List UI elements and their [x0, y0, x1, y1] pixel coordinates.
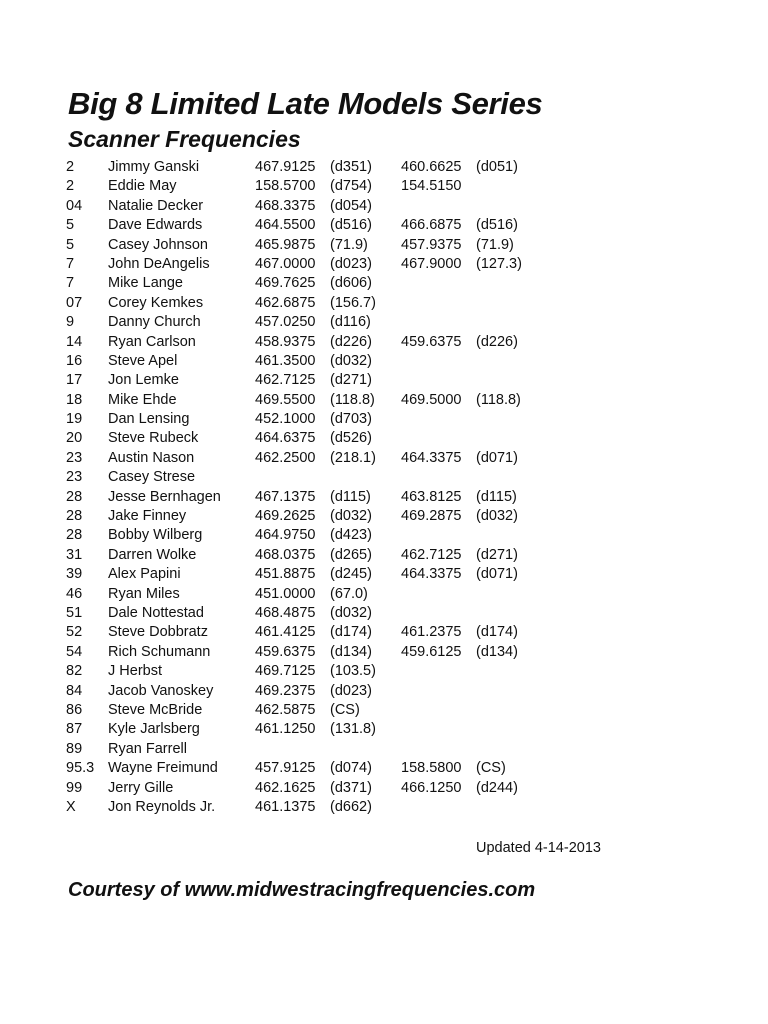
frequency-1: 469.2625 [255, 508, 316, 525]
car-number: 87 [66, 721, 83, 738]
car-number: 04 [66, 197, 83, 214]
frequency-1: 461.1250 [255, 721, 316, 738]
courtesy-line: Courtesy of www.midwestracingfrequencies.com [68, 879, 536, 901]
tone-2: (d244) [476, 779, 518, 796]
driver-name: Steve McBride [108, 701, 203, 718]
car-number: 23 [66, 449, 83, 466]
car-number: 84 [66, 682, 83, 699]
driver-name: Darren Wolke [108, 546, 197, 563]
driver-name: Casey Strese [108, 469, 196, 486]
car-number: 46 [66, 585, 83, 602]
driver-name: Jon Lemke [108, 372, 179, 389]
frequency-2: 466.6875 [401, 217, 462, 234]
tone-2: (118.8) [476, 391, 521, 408]
car-number: 99 [66, 779, 83, 796]
table-row [66, 429, 686, 448]
car-number: 9 [66, 314, 75, 331]
table-row [66, 682, 686, 701]
car-number: 16 [66, 352, 83, 369]
table-row [66, 158, 686, 177]
frequency-1: 462.5875 [255, 701, 316, 718]
car-number: 7 [66, 275, 75, 292]
car-number: 89 [66, 740, 83, 757]
tone-1: (d371) [330, 779, 372, 796]
frequency-2: 467.9000 [401, 255, 462, 272]
frequency-1: 461.4125 [255, 624, 316, 641]
table-row [66, 604, 686, 623]
driver-name: Jimmy Ganski [108, 159, 200, 175]
frequency-1: 469.7125 [255, 663, 316, 680]
tone-2: (71.9) [476, 236, 514, 253]
car-number: 2 [66, 178, 75, 195]
frequency-1: 458.9375 [255, 333, 316, 350]
tone-2: (d071) [476, 566, 518, 583]
driver-name: Mike Ehde [108, 391, 177, 408]
driver-name: Ryan Carlson [108, 333, 196, 350]
page-title: Big 8 Limited Late Models Series [68, 86, 543, 121]
tone-1: (d351) [330, 159, 372, 175]
frequency-1: 468.0375 [255, 546, 316, 563]
frequency-2: 469.2875 [401, 508, 462, 525]
tone-1: (d074) [330, 760, 372, 777]
driver-name: Rich Schumann [108, 643, 211, 660]
table-row [66, 294, 686, 313]
tone-2: (d516) [476, 217, 518, 234]
frequency-1: 468.3375 [255, 197, 316, 214]
table-row [66, 236, 686, 255]
tone-1: (d226) [330, 333, 372, 350]
driver-name: Jesse Bernhagen [108, 488, 221, 505]
frequency-1: 459.6375 [255, 643, 316, 660]
car-number: 14 [66, 333, 83, 350]
tone-2: (d271) [476, 546, 518, 563]
car-number: 2 [66, 159, 75, 175]
driver-name: Dan Lensing [108, 411, 190, 428]
car-number: 20 [66, 430, 83, 447]
table-row [66, 216, 686, 235]
table-row [66, 623, 686, 642]
driver-name: Mike Lange [108, 275, 183, 292]
tone-1: (d023) [330, 682, 372, 699]
frequency-1: 451.8875 [255, 566, 316, 583]
tone-1: (d115) [330, 488, 371, 505]
driver-name: Austin Nason [108, 449, 195, 466]
updated-date: Updated 4-14-2013 [476, 840, 601, 856]
driver-name: Natalie Decker [108, 197, 204, 214]
tone-1: (d526) [330, 430, 372, 447]
frequency-2: 469.5000 [401, 391, 462, 408]
driver-name: Jerry Gille [108, 779, 174, 796]
table-row [66, 371, 686, 390]
car-number: 52 [66, 624, 83, 641]
table-row [66, 449, 686, 468]
table-row [66, 779, 686, 798]
tone-2: (d226) [476, 333, 518, 350]
tone-1: (d703) [330, 411, 372, 428]
table-row [66, 468, 686, 487]
table-row [66, 488, 686, 507]
tone-1: (d174) [330, 624, 372, 641]
frequency-2: 158.5800 [401, 760, 462, 777]
tone-2: (CS) [476, 760, 506, 777]
tone-1: (d606) [330, 275, 372, 292]
frequency-2: 461.2375 [401, 624, 462, 641]
frequency-1: 461.1375 [255, 798, 316, 815]
driver-name: Kyle Jarlsberg [108, 721, 200, 738]
tone-2: (d174) [476, 624, 518, 641]
page-subtitle: Scanner Frequencies [68, 126, 301, 152]
frequency-1: 469.5500 [255, 391, 316, 408]
table-row [66, 759, 686, 778]
driver-name: Ryan Farrell [108, 740, 187, 757]
table-row [66, 720, 686, 739]
driver-name: Steve Apel [108, 352, 178, 369]
frequency-1: 462.7125 [255, 372, 316, 389]
table-row [66, 740, 686, 759]
frequency-1: 158.5700 [255, 178, 316, 195]
table-row [66, 352, 686, 371]
car-number: 39 [66, 566, 83, 583]
tone-1: (d516) [330, 217, 372, 234]
tone-1: (71.9) [330, 236, 368, 253]
frequency-2: 459.6125 [401, 643, 462, 660]
driver-name: Steve Rubeck [108, 430, 199, 447]
tone-1: (d662) [330, 798, 372, 815]
frequency-1: 469.7625 [255, 275, 316, 292]
tone-1: (d032) [330, 352, 372, 369]
car-number: 54 [66, 643, 83, 660]
table-row [66, 391, 686, 410]
tone-2: (127.3) [476, 255, 522, 272]
frequency-2: 154.5150 [401, 178, 462, 195]
table-row [66, 507, 686, 526]
frequency-1: 467.0000 [255, 255, 316, 272]
table-row [66, 274, 686, 293]
tone-1: (d032) [330, 508, 372, 525]
table-row [66, 177, 686, 196]
frequency-1: 457.0250 [255, 314, 316, 331]
tone-1: (d423) [330, 527, 372, 544]
frequency-1: 464.5500 [255, 217, 316, 234]
tone-1: (d245) [330, 566, 372, 583]
car-number: 23 [66, 469, 83, 486]
tone-1: (d054) [330, 197, 372, 214]
frequency-1: 465.9875 [255, 236, 316, 253]
car-number: 5 [66, 217, 75, 234]
car-number: 5 [66, 236, 75, 253]
car-number: 82 [66, 663, 83, 680]
driver-name: Alex Papini [108, 566, 181, 583]
table-row [66, 662, 686, 681]
tone-1: (103.5) [330, 663, 376, 680]
tone-2: (d115) [476, 488, 517, 505]
tone-2: (d134) [476, 643, 518, 660]
frequency-1: 464.9750 [255, 527, 316, 544]
car-number: 7 [66, 255, 75, 272]
frequency-1: 451.0000 [255, 585, 316, 602]
tone-1: (67.0) [330, 585, 368, 602]
table-row [66, 798, 686, 817]
table-row [66, 410, 686, 429]
car-number: 07 [66, 294, 83, 311]
car-number: 17 [66, 372, 83, 389]
driver-name: Danny Church [108, 314, 201, 331]
tone-1: (d754) [330, 178, 372, 195]
tone-1: (d265) [330, 546, 372, 563]
car-number: 51 [66, 604, 83, 621]
car-number: 28 [66, 488, 83, 505]
frequency-1: 462.2500 [255, 449, 316, 466]
frequency-1: 468.4875 [255, 604, 316, 621]
car-number: 31 [66, 546, 83, 563]
driver-name: Bobby Wilberg [108, 527, 203, 544]
driver-name: Steve Dobbratz [108, 624, 208, 641]
table-row [66, 526, 686, 545]
table-row [66, 197, 686, 216]
driver-name: Dale Nottestad [108, 604, 204, 621]
tone-1: (CS) [330, 701, 360, 718]
car-number: 19 [66, 411, 83, 428]
frequency-1: 457.9125 [255, 760, 316, 777]
car-number: 28 [66, 527, 83, 544]
frequency-2: 464.3375 [401, 449, 462, 466]
tone-1: (d134) [330, 643, 372, 660]
frequency-1: 469.2375 [255, 682, 316, 699]
tone-2: (d071) [476, 449, 518, 466]
frequency-2: 460.6625 [401, 159, 462, 175]
frequency-2: 464.3375 [401, 566, 462, 583]
tone-1: (d116) [330, 314, 371, 331]
tone-1: (d271) [330, 372, 372, 389]
table-row [66, 255, 686, 274]
driver-name: Casey Johnson [108, 236, 208, 253]
frequency-1: 467.1375 [255, 488, 316, 505]
driver-name: Jacob Vanoskey [108, 682, 214, 699]
frequency-2: 466.1250 [401, 779, 462, 796]
frequency-2: 462.7125 [401, 546, 462, 563]
frequency-1: 464.6375 [255, 430, 316, 447]
frequency-1: 452.1000 [255, 411, 316, 428]
frequency-1: 462.1625 [255, 779, 316, 796]
driver-name: J Herbst [108, 663, 162, 680]
driver-name: Corey Kemkes [108, 294, 204, 311]
frequency-2: 457.9375 [401, 236, 462, 253]
frequency-2: 459.6375 [401, 333, 462, 350]
table-row [66, 701, 686, 720]
table-row [66, 585, 686, 604]
car-number: 18 [66, 391, 83, 408]
frequency-1: 467.9125 [255, 159, 316, 175]
car-number: 86 [66, 701, 83, 718]
table-row [66, 333, 686, 352]
frequency-table [66, 158, 686, 817]
driver-name: Jon Reynolds Jr. [108, 798, 216, 815]
driver-name: Jake Finney [108, 508, 187, 525]
driver-name: John DeAngelis [108, 255, 210, 272]
tone-1: (218.1) [330, 449, 376, 466]
tone-1: (d023) [330, 255, 372, 272]
frequency-1: 462.6875 [255, 294, 316, 311]
table-row [66, 643, 686, 662]
car-number: X [66, 798, 76, 815]
table-row [66, 546, 686, 565]
frequency-2: 463.8125 [401, 488, 462, 505]
tone-1: (131.8) [330, 721, 376, 738]
driver-name: Ryan Miles [108, 585, 180, 602]
driver-name: Wayne Freimund [108, 760, 218, 777]
car-number: 28 [66, 508, 83, 525]
driver-name: Dave Edwards [108, 217, 203, 234]
table-row [66, 565, 686, 584]
tone-1: (156.7) [330, 294, 376, 311]
tone-1: (118.8) [330, 391, 375, 408]
frequency-1: 461.3500 [255, 352, 316, 369]
car-number: 95.3 [66, 760, 95, 777]
tone-2: (d051) [476, 159, 518, 175]
driver-name: Eddie May [108, 178, 177, 195]
tone-1: (d032) [330, 604, 372, 621]
tone-2: (d032) [476, 508, 518, 525]
table-row [66, 313, 686, 332]
